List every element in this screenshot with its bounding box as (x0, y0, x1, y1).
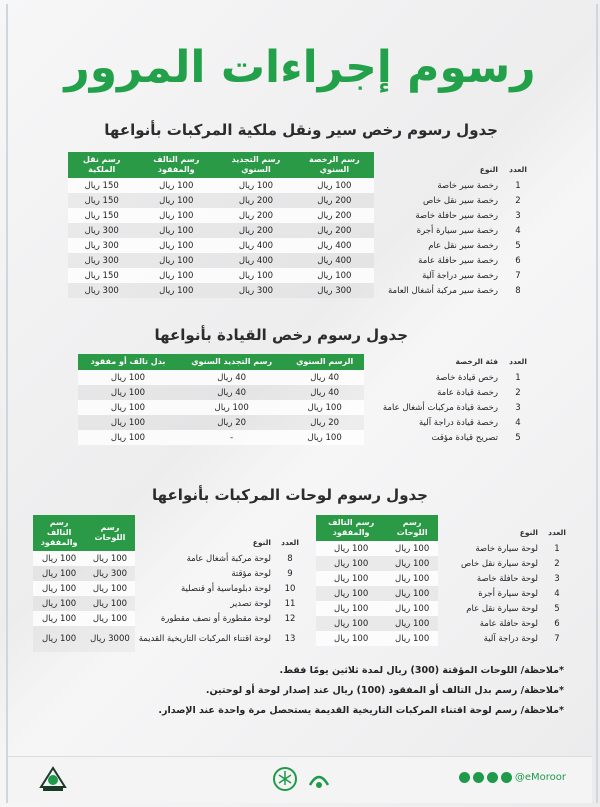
col-plates: رسم اللوحات (386, 515, 438, 541)
note-1: *ملاحظة/ اللوحات المؤقتة (300) ريال لمدة ثلاثين يومًا فقط. (279, 665, 564, 676)
table-row (316, 586, 572, 601)
cell-num: 5 (515, 240, 521, 251)
cell-plates: 100 ريال (386, 556, 438, 571)
table-row (68, 178, 534, 193)
table-row (33, 566, 305, 581)
driving-licenses-title: جدول رسوم رخص القيادة بأنواعها (154, 326, 408, 344)
cell-lost: 100 ريال (135, 238, 217, 253)
cell-type: لوحة دراجة آلية (483, 633, 538, 644)
table-row (78, 385, 534, 400)
social-handle[interactable] (459, 772, 566, 783)
cell-num: 11 (284, 598, 296, 609)
cell-num: 9 (287, 568, 293, 579)
cell-plates: 100 ريال (386, 616, 438, 631)
note-2: *ملاحظة/ رسم بدل التالف أو المفقود (100) ريال عند إصدار لوحة أو لوحتين. (205, 685, 564, 696)
cell-transfer: 300 ريال (68, 253, 135, 268)
table-row (78, 400, 534, 415)
instagram-icon[interactable] (487, 772, 498, 783)
handle-text: @eMoroor (514, 772, 566, 783)
cell-type: لوحة حافلة عامة (479, 618, 538, 629)
plates-title: جدول رسوم لوحات المركبات بأنواعها (152, 486, 428, 504)
cell-type: رخصة سير نقل خاص (423, 195, 498, 206)
twitter-icon[interactable] (459, 772, 470, 783)
cell-num: 13 (284, 633, 296, 644)
cell-issue: 100 ريال (295, 178, 374, 193)
col-renew: رسم التجديد السنوي (178, 354, 285, 370)
cell-type: لوحة اقتناء المركبات التاريخية القديمة (138, 633, 271, 644)
cell-lost: 100 ريال (33, 596, 85, 611)
cell-lost: 100 ريال (316, 616, 386, 631)
cell-fee: 20 ريال (285, 415, 364, 430)
cell-type: لوحة سيارة خاصة (475, 543, 538, 554)
table-row (68, 193, 534, 208)
cell-num: 4 (515, 225, 521, 236)
cell-transfer: 150 ريال (68, 178, 135, 193)
table-row (33, 626, 305, 652)
cell-type: رخصة سير نقل عام (428, 240, 498, 251)
cell-lost: 100 ريال (135, 223, 217, 238)
cell-type: لوحة مركبة أشغال عامة (186, 553, 271, 564)
cell-renew: 40 ريال (178, 385, 285, 400)
col-num: العدد (281, 538, 299, 547)
col-renew: رسم التجديد السنوي (217, 152, 295, 178)
cell-plates: 100 ريال (85, 581, 135, 596)
cell-plates: 100 ريال (386, 571, 438, 586)
page-title: رسوم إجراءات المرور (64, 42, 536, 93)
cell-fee: 100 ريال (285, 430, 364, 445)
cell-fee: 40 ريال (285, 385, 364, 400)
cell-type: رخصة قيادة دراجة آلية (419, 417, 498, 428)
col-lost: رسم التالف والمفقود (135, 152, 217, 178)
col-transfer: رسم نقل الملكية (68, 152, 135, 178)
cell-type: لوحة سيارة نقل خاص (461, 558, 538, 569)
cell-type: رخصة سير سيارة أجرة (416, 225, 498, 236)
table-row (78, 430, 534, 445)
col-plates: رسم اللوحات (85, 515, 135, 551)
cell-num: 2 (554, 558, 560, 569)
note-3: *ملاحظة/ رسم لوحة اقتناء المركبات التاريخية القديمة يستحصل مرة واحدة عند الإصدار. (158, 705, 564, 716)
cell-lost: 100 ريال (316, 556, 386, 571)
cell-renew: 400 ريال (217, 253, 295, 268)
cell-renew: 200 ريال (217, 208, 295, 223)
cell-transfer: 300 ريال (68, 238, 135, 253)
cell-num: 5 (554, 603, 560, 614)
notes (158, 661, 564, 721)
col-type: فئة الرخصة (455, 357, 498, 366)
cell-plates: 3000 ريال (85, 626, 135, 652)
cell-num: 10 (284, 583, 296, 594)
footer (8, 756, 592, 803)
cell-transfer: 300 ريال (68, 283, 135, 298)
table-row (33, 551, 305, 566)
cell-num: 8 (287, 553, 293, 564)
cell-lost: 100 ريال (78, 400, 178, 415)
table-row (316, 616, 572, 631)
cell-plates: 100 ريال (386, 586, 438, 601)
cell-type: رخصة قيادة عامة (437, 387, 498, 398)
cell-lost: 100 ريال (316, 571, 386, 586)
table-row (316, 601, 572, 616)
col-num: العدد (509, 165, 527, 174)
cell-num: 12 (284, 613, 296, 624)
cell-lost: 100 ريال (135, 283, 217, 298)
cell-type: رخصة قيادة مركبات أشغال عامة (382, 402, 498, 413)
table-row (316, 556, 572, 571)
col-lost: رسم التالف والمفقود (316, 515, 386, 541)
cell-plates: 100 ريال (85, 611, 135, 626)
cell-transfer: 150 ريال (68, 268, 135, 283)
cell-lost: 100 ريال (33, 566, 85, 581)
cell-transfer: 300 ريال (68, 223, 135, 238)
cell-type: رخصة سير حافلة خاصة (415, 210, 498, 221)
cell-type: رخص قيادة خاصة (435, 372, 498, 383)
cell-renew: 100 ريال (178, 400, 285, 415)
cell-num: 5 (515, 432, 521, 443)
cell-type: لوحة سيارة نقل عام (466, 603, 538, 614)
cell-plates: 100 ريال (386, 631, 438, 646)
cell-type: رخصة سير مركبة أشغال العامة (388, 285, 498, 296)
cell-renew: 100 ريال (217, 178, 295, 193)
cell-num: 3 (554, 573, 560, 584)
traffic-police-emblem-icon (38, 765, 68, 793)
cell-fee: 100 ريال (285, 400, 364, 415)
col-issue: رسم الرخصة السنوي (295, 152, 374, 178)
cell-type: لوحة تصدير (230, 598, 271, 609)
cell-transfer: 150 ريال (68, 193, 135, 208)
cell-num: 1 (515, 180, 521, 191)
table-row (33, 581, 305, 596)
cell-lost: 100 ريال (33, 626, 85, 652)
cell-lost: 100 ريال (78, 370, 178, 385)
col-lost: رسم التالف والمفقود (33, 515, 85, 551)
cell-lost: 100 ريال (316, 586, 386, 601)
cell-lost: 100 ريال (33, 581, 85, 596)
cell-type: لوحة مؤقتة (231, 568, 271, 579)
table-row (33, 611, 305, 626)
cell-plates: 100 ريال (85, 551, 135, 566)
cell-num: 7 (554, 633, 560, 644)
interior-ministry-logo-icon (270, 765, 300, 793)
cell-num: 2 (515, 195, 521, 206)
cell-transfer: 150 ريال (68, 208, 135, 223)
plates-table-left (33, 515, 305, 652)
table-row (68, 253, 534, 268)
cell-num: 8 (515, 285, 521, 296)
vehicle-licenses-title: جدول رسوم رخص سير ونقل ملكية المركبات بأنواعها (104, 121, 498, 139)
col-num: العدد (509, 357, 527, 366)
cell-num: 1 (515, 372, 521, 383)
cell-num: 6 (515, 255, 521, 266)
cell-type: لوحة سيارة أجرة (478, 588, 538, 599)
table-row (68, 208, 534, 223)
cell-renew: 200 ريال (217, 193, 295, 208)
cell-lost: 100 ريال (316, 541, 386, 556)
cell-type: تصريح قيادة مؤقت (431, 432, 498, 443)
cell-renew: 40 ريال (178, 370, 285, 385)
cell-lost: 100 ريال (78, 415, 178, 430)
cell-num: 3 (515, 210, 521, 221)
plates-table-right (316, 515, 572, 646)
cell-lost: 100 ريال (135, 268, 217, 283)
cell-renew: 100 ريال (217, 268, 295, 283)
cell-lost: 100 ريال (316, 631, 386, 646)
cell-num: 2 (515, 387, 521, 398)
driving-licenses-table (78, 354, 534, 445)
col-fee: الرسم السنوي (285, 354, 364, 370)
cell-lost: 100 ريال (316, 601, 386, 616)
table-row (78, 370, 534, 385)
cell-issue: 200 ريال (295, 193, 374, 208)
cell-plates: 300 ريال (85, 566, 135, 581)
cell-num: 6 (554, 618, 560, 629)
col-lost: بدل تالف أو مفقود (78, 354, 178, 370)
cell-lost: 100 ريال (78, 430, 178, 445)
cell-num: 4 (554, 588, 560, 599)
cell-type: لوحة دبلوماسية أو قنصلية (180, 583, 271, 594)
table-row (68, 238, 534, 253)
cell-lost: 100 ريال (135, 178, 217, 193)
table-row (316, 631, 572, 646)
youtube-icon[interactable] (501, 772, 512, 783)
cell-num: 1 (554, 543, 560, 554)
cell-issue: 300 ريال (295, 283, 374, 298)
cell-lost: 100 ريال (135, 193, 217, 208)
cell-type: رخصة سير دراجة آلية (422, 270, 498, 281)
cell-plates: 100 ريال (85, 596, 135, 611)
cell-plates: 100 ريال (386, 541, 438, 556)
col-num: العدد (548, 528, 566, 537)
cell-lost: 100 ريال (33, 551, 85, 566)
cell-renew: - (178, 430, 285, 445)
cell-renew: 300 ريال (217, 283, 295, 298)
table-row (316, 571, 572, 586)
col-type: النوع (252, 538, 271, 547)
cell-num: 3 (515, 402, 521, 413)
cell-lost: 100 ريال (78, 385, 178, 400)
facebook-icon[interactable] (473, 772, 484, 783)
cell-type: رخصة سير خاصة (437, 180, 498, 191)
table-row (33, 596, 305, 611)
cell-issue: 200 ريال (295, 208, 374, 223)
cell-type: رخصة سير حافلة عامة (418, 255, 498, 266)
col-type: النوع (479, 165, 498, 174)
cell-issue: 200 ريال (295, 223, 374, 238)
cell-fee: 40 ريال (285, 370, 364, 385)
cell-type: لوحة حافلة خاصة (476, 573, 538, 584)
col-type: النوع (519, 528, 538, 537)
cell-num: 4 (515, 417, 521, 428)
cell-issue: 100 ريال (295, 268, 374, 283)
cell-renew: 400 ريال (217, 238, 295, 253)
table-row (68, 268, 534, 283)
cell-lost: 100 ريال (135, 208, 217, 223)
table-row (68, 223, 534, 238)
cell-issue: 400 ريال (295, 253, 374, 268)
cell-issue: 400 ريال (295, 238, 374, 253)
table-row (68, 283, 534, 298)
table-row (78, 415, 534, 430)
cell-plates: 100 ريال (386, 601, 438, 616)
cell-lost: 100 ريال (135, 253, 217, 268)
cell-type: لوحة مقطورة أو نصف مقطورة (160, 613, 271, 624)
table-row (316, 541, 572, 556)
cell-renew: 20 ريال (178, 415, 285, 430)
cell-renew: 200 ريال (217, 223, 295, 238)
cell-lost: 100 ريال (33, 611, 85, 626)
moroor-logo-icon (304, 765, 334, 793)
vehicle-licenses-table (68, 152, 534, 298)
cell-num: 7 (515, 270, 521, 281)
